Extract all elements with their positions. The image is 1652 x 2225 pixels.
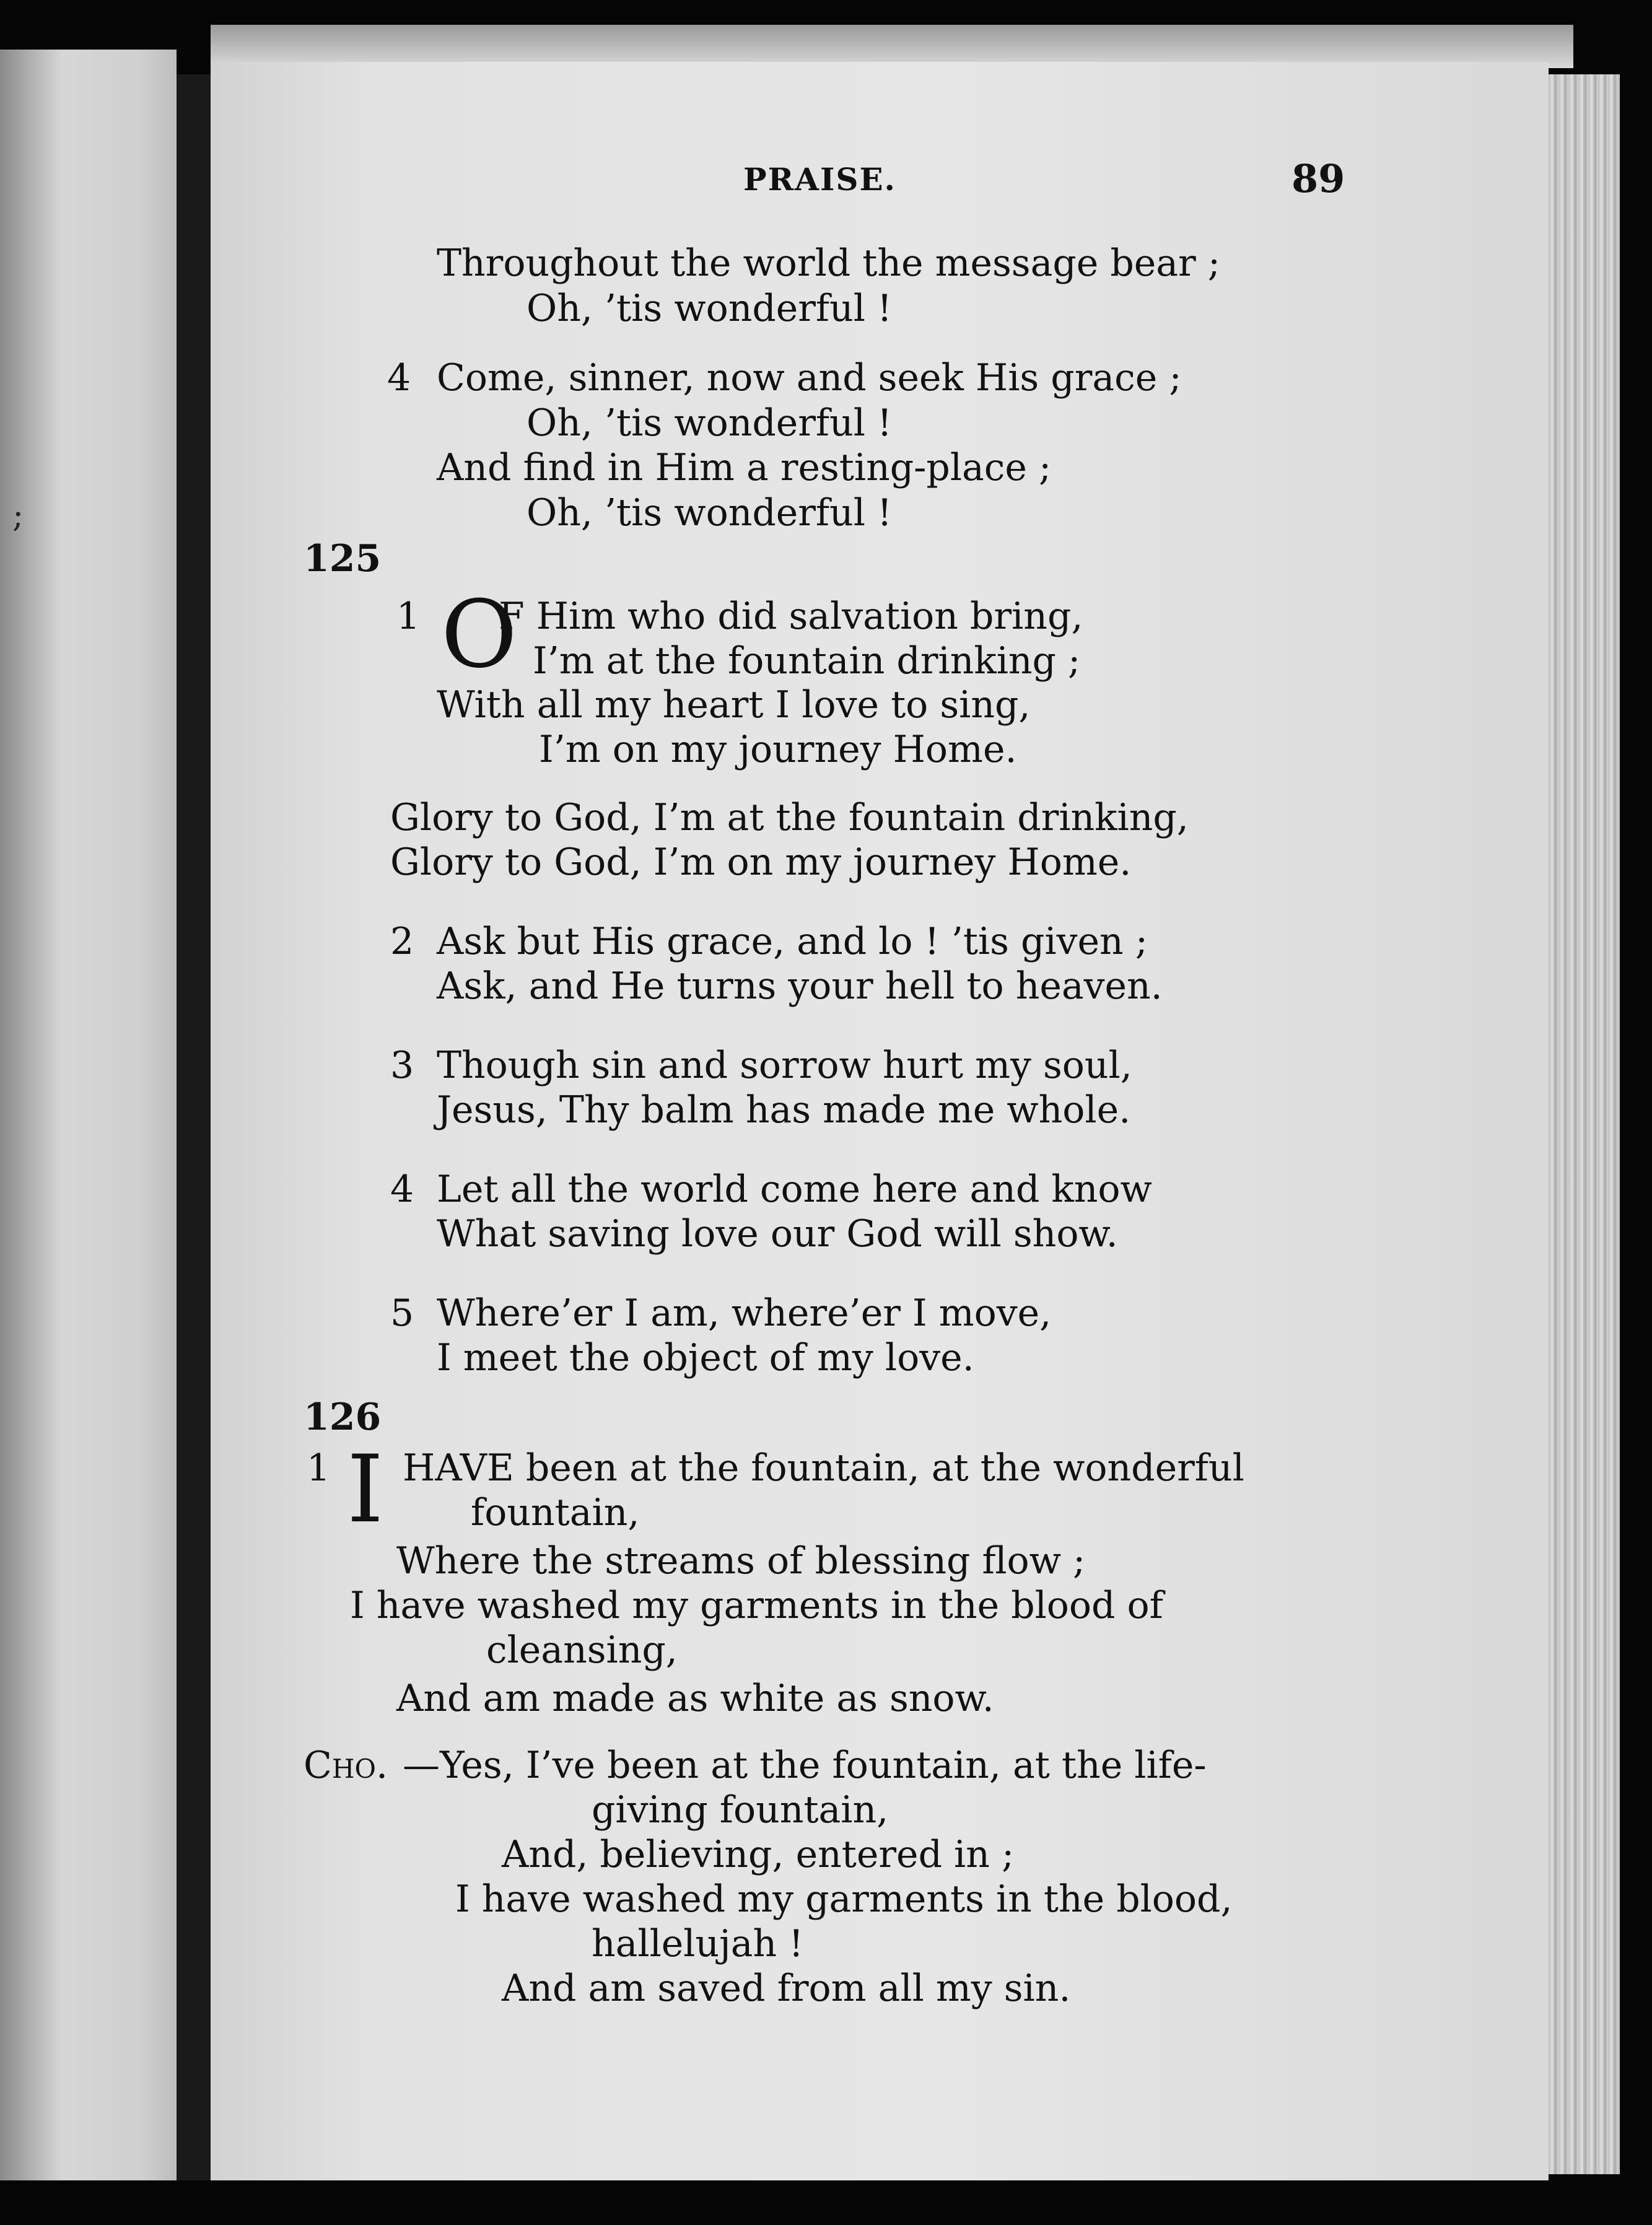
verse-line: I’m at the fountain drinking ; [533, 639, 1081, 683]
verse-line: F Him who did salvation bring, [499, 595, 1083, 638]
chorus-line: And am saved from all my sin. [502, 1967, 1071, 2010]
verse-line: Oh, ’tis wonderful ! [527, 401, 893, 445]
verse-line: fountain, [471, 1491, 640, 1534]
hymn-number: 125 [304, 537, 382, 580]
verse-line: Throughout the world the message bear ; [437, 242, 1221, 285]
verse-line: Ask, and He turns your hell to heaven. [437, 964, 1163, 1008]
verse-number: 1 [396, 595, 421, 638]
verse-line: And find in Him a resting-place ; [437, 446, 1052, 489]
verse-line: Where’er I am, where’er I move, [437, 1292, 1052, 1335]
verse-line: What saving love our God will show. [437, 1212, 1118, 1256]
verse-line: Let all the world come here and know [437, 1168, 1152, 1211]
chorus-label: Cho. [304, 1744, 388, 1787]
verse-number: 3 [390, 1044, 414, 1087]
verse-line: Come, sinner, now and seek His grace ; [437, 356, 1182, 400]
page-fore-edge [1549, 74, 1620, 2174]
left-page-fragment: ; [12, 496, 24, 535]
verse-line: Oh, ’tis wonderful ! [527, 491, 893, 535]
drop-cap: O [441, 581, 517, 689]
verse-line: And am made as white as snow. [396, 1677, 994, 1720]
verse-line: I meet the object of my love. [437, 1336, 974, 1379]
verse-line: cleansing, [486, 1628, 678, 1672]
verse-line: Though sin and sorrow hurt my soul, [437, 1044, 1132, 1087]
verse-line: I’m on my journey Home. [539, 728, 1017, 771]
chorus-line: giving fountain, [592, 1788, 889, 1832]
verse-number: 4 [387, 356, 411, 400]
verse-line: Where the streams of blessing flow ; [396, 1539, 1086, 1583]
hymn-number: 126 [304, 1396, 382, 1439]
verse-number: 1 [307, 1446, 331, 1490]
chorus-line: —Yes, I’ve been at the fountain, at the life- [403, 1744, 1207, 1787]
verse-line: Oh, ’tis wonderful ! [527, 287, 893, 330]
chorus-line: hallelujah ! [592, 1922, 804, 1965]
drop-cap: I [347, 1436, 384, 1544]
book-gutter [177, 74, 211, 2180]
verse-number: 2 [390, 920, 414, 963]
chorus-line: Glory to God, I’m on my journey Home. [390, 841, 1132, 884]
verse-number: 4 [390, 1168, 414, 1211]
verse-number: 5 [390, 1292, 414, 1335]
chorus-line: And, believing, entered in ; [502, 1833, 1015, 1876]
verse-line: Ask but His grace, and lo ! ’tis given ; [437, 920, 1148, 963]
left-page-edge [0, 50, 177, 2180]
running-header: PRAISE. [743, 161, 896, 198]
chorus-line: I have washed my garments in the blood, [455, 1877, 1233, 1921]
verse-line: I have washed my garments in the blood of [350, 1584, 1163, 1627]
page-number: 89 [1291, 156, 1345, 201]
verse-line: HAVE been at the fountain, at the wonderful [403, 1446, 1244, 1490]
verse-line: With all my heart I love to sing, [437, 683, 1031, 727]
chorus-line: Glory to God, I’m at the fountain drinking, [390, 796, 1189, 839]
verse-line: Jesus, Thy balm has made me whole. [437, 1088, 1131, 1132]
